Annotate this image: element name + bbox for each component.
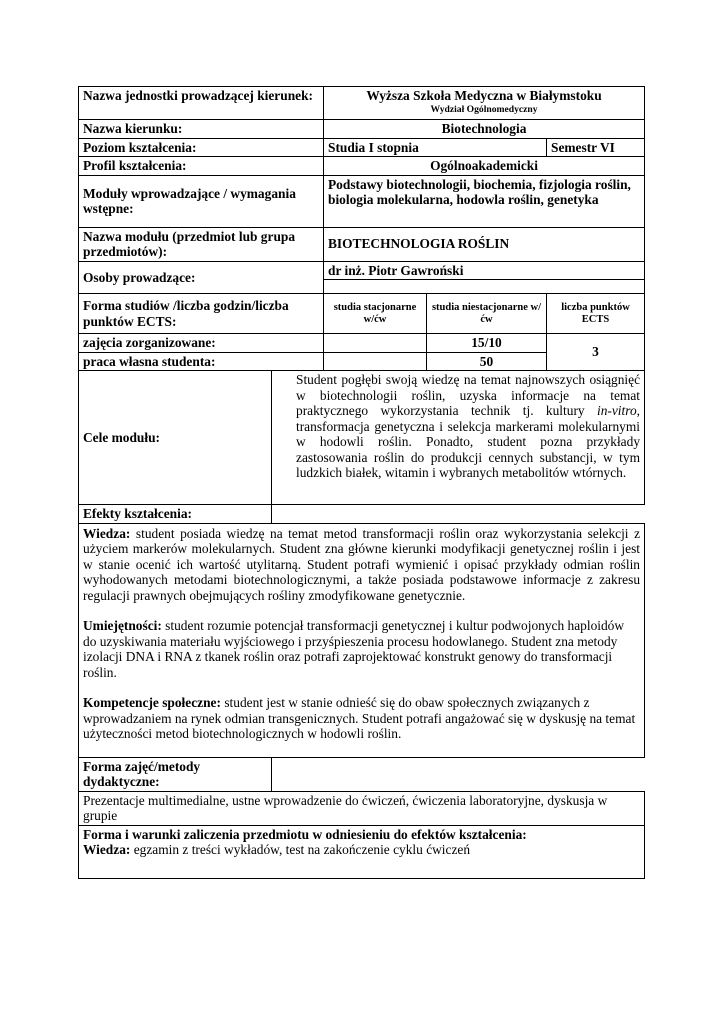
module-value: BIOTECHNOLOGIA ROŚLIN [324, 227, 645, 261]
unit-label: Nazwa jednostki prowadzącej kierunek: [79, 87, 324, 120]
module-label: Nazwa modułu (przedmiot lub grupa przedmiotów): [79, 227, 324, 261]
goals-text-b: , transformacja genetyczna i selekcja markerami molekularnymi w hodowli roślin. Ponadto, student pozna przykłady zastosowania roślin do produkcji cennych substancji, w tym ludzkich białek, witamin i wybranych metabolitów wtórnych. [296, 403, 641, 480]
effects-knowledge-label: Wiedza: [83, 525, 131, 541]
unit-cell [324, 87, 645, 120]
effects-blank [272, 505, 645, 524]
prereq-label: Moduły wprowadzające / wymagania wstępne: [79, 175, 324, 227]
assessment-label: Forma i warunki zaliczenia przedmiotu w odniesieniu do efektów kształcenia: [83, 826, 527, 842]
effects-competence-text: student jest w stanie odnieść się do obaw społecznych związanych z wprowadzaniem na rynek odmian transgenicznych. Student potrafi angażować się w dyskusję na temat użyteczności metod biotechnologicznych w hodowli roślin. [83, 695, 636, 741]
syllabus-document [78, 86, 644, 879]
selfwork-value: 50 [427, 352, 547, 371]
organized-label: zajęcia zorganizowane: [79, 334, 324, 353]
profile-value: Ogólnoakademicki [324, 157, 645, 176]
effects-competence-label: Kompetencje społeczne: [83, 695, 221, 710]
unit-faculty: Wydział Ogólnomedyczny [430, 103, 538, 115]
organized-stationary [324, 334, 427, 353]
teachers-label: Osoby prowadzące: [79, 261, 324, 294]
teachers-value: dr inż. Piotr Gawroński [324, 261, 645, 280]
form-col-ects: liczba punktów ECTS [547, 294, 645, 334]
assessment-knowledge-label: Wiedza: [83, 842, 131, 857]
profile-label: Profil kształcenia: [79, 157, 324, 176]
teachers-empty [324, 280, 645, 294]
form-label: Forma studiów /liczba godzin/liczba punktów ECTS: [79, 294, 324, 334]
assessment-knowledge-text: egzamin z treści wykładów, test na zakończenie cyklu ćwiczeń [130, 842, 471, 857]
effects-competence [83, 695, 640, 742]
goals-text [272, 371, 645, 505]
selfwork-label: praca własna studenta: [79, 352, 324, 371]
effects-skills-label: Umiejętności: [83, 618, 162, 633]
effects-label: Efekty kształcenia: [79, 505, 272, 524]
methods-text: Prezentacje multimedialne, ustne wprowadzenie do ćwiczeń, ćwiczenia laboratoryjne, dyskusja w grupie [79, 791, 645, 825]
effects-skills [83, 618, 640, 680]
goals-text-a: Student pogłębi swoją wiedzę na temat najnowszych osiągnięć w biotechnologii roślin, uzyska informacje na temat praktycznego wykorzystania technik tj. kultury [296, 372, 641, 418]
effects-knowledge-text: student posiada wiedzę na temat metod transformacji roślin oraz wykorzystania selekcji z użyciem markerów molekularnych. Student zna główne kierunki modyfikacji genetycznej roślin i jest w stanie ocenić ich wartość utylitarną. Student potrafi wymienić i opisać przykłady odmian roślin wyhodowanych metodami biotechnologicznymi, a także posiada podstawowe informacje z zakresu regulacji prawnych obejmujących rośliny zmodyfikowane genetycznie. [83, 525, 641, 603]
goals-text-italic: in-vitro [596, 403, 637, 418]
goals-label: Cele modułu: [79, 371, 272, 505]
assessment-knowledge [83, 842, 640, 858]
effects-body [79, 523, 645, 757]
methods-label: Forma zajęć/metody dydaktyczne: [79, 757, 272, 791]
methods-blank [272, 757, 645, 791]
form-col-extramural: studia niestacjonarne w/ćw [427, 294, 547, 334]
form-col-stationary: studia stacjonarne w/ćw [324, 294, 427, 334]
syllabus-table [78, 86, 645, 879]
effects-skills-text: student rozumie potencjał transformacji genetycznej i kultur podwojonych haploidów do uzyskiwania materiału wyjściowego i przyśpieszenia procesu hodowlanego. Student zna metody izolacji DNA i RNA z tkanek roślin oraz potrafi zaprojektować konstrukt genowy do transformacji roślin. [83, 618, 625, 680]
selfwork-stationary [324, 352, 427, 371]
field-value: Biotechnologia [324, 120, 645, 139]
effects-knowledge [83, 526, 640, 604]
level-value: Studia I stopnia [324, 138, 547, 157]
assessment-cell [79, 825, 645, 878]
ects-value: 3 [547, 334, 645, 371]
level-label: Poziom kształcenia: [79, 138, 324, 157]
semester-value: Semestr VI [547, 138, 645, 157]
field-label: Nazwa kierunku: [79, 120, 324, 139]
prereq-value: Podstawy biotechnologii, biochemia, fizjologia roślin, biologia molekularna, hodowla roślin, genetyka [324, 175, 645, 227]
unit-name: Wyższa Szkoła Medyczna w Białymstoku [366, 88, 602, 103]
organized-value: 15/10 [427, 334, 547, 353]
